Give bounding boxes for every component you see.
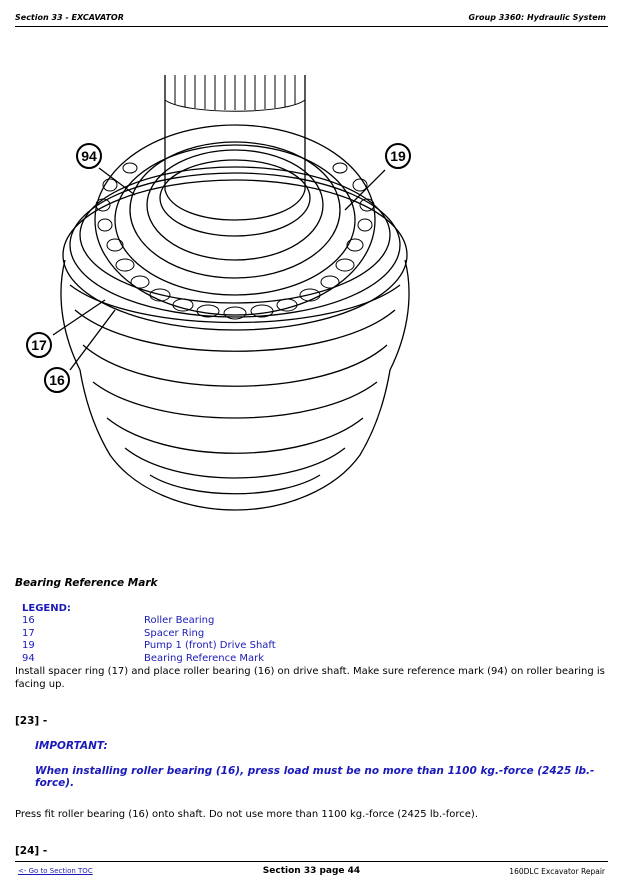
shaft-splines	[165, 75, 305, 111]
legend	[22, 603, 276, 665]
step-24-label: [24] -	[15, 845, 48, 857]
important-title: IMPORTANT:	[35, 740, 108, 752]
housing-outline	[61, 260, 409, 510]
footer-divider	[15, 861, 608, 862]
callout-19: 19	[390, 148, 406, 164]
legend-item	[22, 640, 276, 652]
callout-94: 94	[81, 148, 97, 164]
section-toc-link[interactable]: <- Go to Section TOC	[18, 867, 93, 875]
legend-label: Pump 1 (front) Drive Shaft	[144, 640, 276, 652]
legend-item	[22, 628, 276, 640]
legend-label: Spacer Ring	[144, 627, 205, 639]
legend-number: 94	[22, 652, 35, 664]
press-fit-instruction: Press fit roller bearing (16) onto shaft. Do not use more than 1100 kg.-force (2425 lb.-force).	[15, 809, 478, 820]
header-divider	[15, 26, 608, 27]
callout-16: 16	[49, 372, 65, 388]
legend-label: Roller Bearing	[144, 615, 215, 627]
page-number: Section 33 page 44	[262, 866, 361, 876]
callout-17: 17	[31, 337, 47, 353]
important-text: When installing roller bearing (16), press load must be no more than 1100 kg.-force (2425 lb.-force).	[35, 765, 595, 789]
header-section: Section 33 - EXCAVATOR	[15, 13, 124, 22]
legend-number: 19	[22, 640, 35, 652]
legend-item	[22, 653, 276, 665]
bearing-illustration	[15, 70, 455, 560]
step-23-label: [23] -	[15, 715, 48, 727]
manual-title: 160DLC Excavator Repair	[509, 867, 605, 876]
install-instruction: Install spacer ring (17) and place roller bearing (16) on drive shaft. Make sure reference mark (94) on roller bearing is facing up.	[15, 666, 605, 690]
spacer-ring	[130, 142, 340, 278]
legend-number: 16	[22, 615, 35, 627]
header-group: Group 3360: Hydraulic System	[468, 13, 606, 22]
figure-caption: Bearing Reference Mark	[15, 577, 158, 589]
legend-title: LEGEND:	[22, 603, 71, 614]
legend-number: 17	[22, 627, 35, 639]
legend-item	[22, 615, 276, 627]
legend-label: Bearing Reference Mark	[144, 652, 265, 664]
